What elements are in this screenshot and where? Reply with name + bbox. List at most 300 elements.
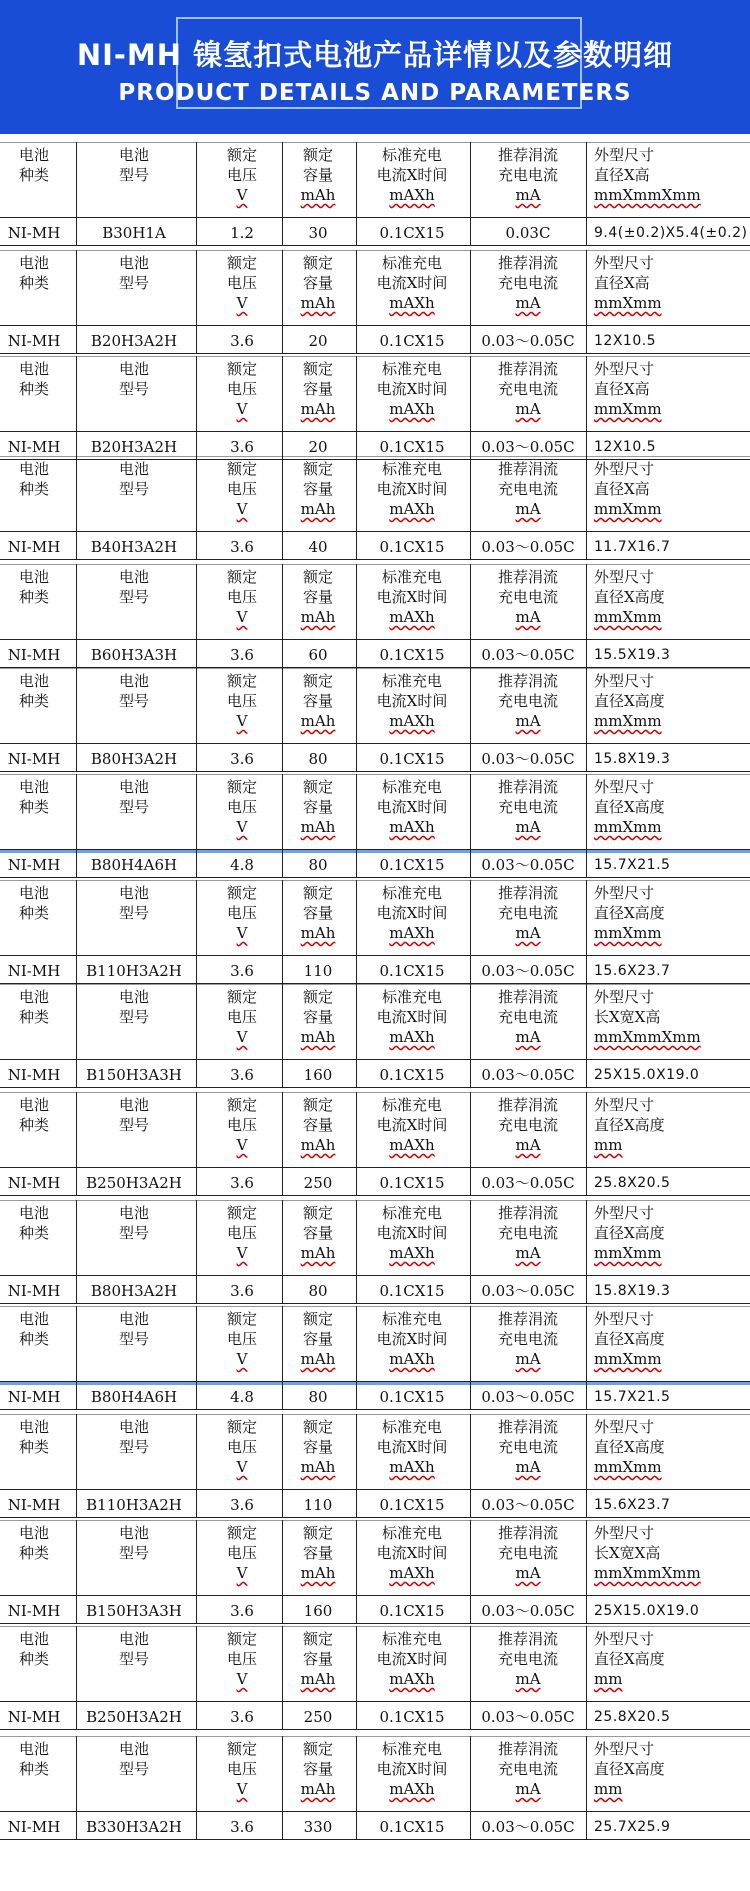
value-model: B30H1A	[102, 224, 166, 242]
column-divider	[356, 1414, 357, 1518]
table-header-rule	[0, 639, 750, 640]
column-divider	[470, 1306, 471, 1410]
header-charge: 电流X时间	[376, 1224, 448, 1242]
header-capacity: 额定	[302, 360, 334, 378]
header-charge: mAXh	[389, 712, 435, 730]
header-type: 电池	[18, 460, 50, 478]
header-capacity: mAh	[300, 1780, 336, 1798]
header-size: 外型尺寸	[594, 1740, 655, 1758]
header-size: mmXmm	[594, 400, 662, 418]
value-trickle: 0.03C	[505, 224, 551, 242]
header-voltage: V	[236, 608, 248, 626]
header-charge: 电流X时间	[376, 1438, 448, 1456]
header-charge: mAXh	[389, 818, 435, 836]
value-type: NI-MH	[7, 538, 61, 556]
header-trickle: 推荐涓流	[497, 1740, 559, 1758]
header-charge: 电流X时间	[376, 166, 448, 184]
value-charge: 0.1CX15	[379, 538, 445, 556]
value-voltage: 3.6	[230, 1282, 254, 1300]
table-header-rule	[0, 217, 750, 218]
column-divider	[282, 1520, 283, 1624]
header-size: 直径X高度	[594, 904, 665, 922]
header-charge: 标准充电	[381, 460, 443, 478]
spec-table	[0, 456, 750, 564]
table-header-rule	[0, 1811, 750, 1812]
header-type: 电池	[18, 1524, 50, 1542]
header-trickle: mA	[515, 294, 541, 312]
header-size: mmXmm	[594, 608, 662, 626]
value-capacity: 110	[303, 1496, 333, 1514]
column-divider	[470, 984, 471, 1088]
header-trickle: 推荐涓流	[497, 360, 559, 378]
header-capacity: 容量	[302, 380, 334, 398]
header-voltage: V	[236, 400, 248, 418]
header-voltage: 额定	[226, 1630, 258, 1648]
column-divider	[356, 1626, 357, 1730]
table-header-rule	[0, 1059, 750, 1060]
value-trickle: 0.03～0.05C	[481, 1388, 575, 1406]
header-type: 种类	[18, 1008, 50, 1026]
header-model: 电池	[118, 884, 150, 902]
value-capacity: 20	[308, 332, 328, 350]
column-divider	[76, 984, 77, 1088]
header-trickle: 推荐涓流	[497, 1524, 559, 1542]
column-divider	[196, 142, 197, 246]
table-bottom-rule	[0, 1087, 750, 1088]
column-divider	[356, 564, 357, 668]
header-capacity: 容量	[302, 1760, 334, 1778]
header-capacity: 容量	[302, 274, 334, 292]
header-size: 外型尺寸	[594, 884, 655, 902]
value-size: 12X10.5	[594, 333, 657, 349]
header-charge: 标准充电	[381, 778, 443, 796]
header-model: 电池	[118, 1740, 150, 1758]
header-trickle: 推荐涓流	[497, 568, 559, 586]
header-type: 电池	[18, 254, 50, 272]
value-voltage: 3.6	[230, 1174, 254, 1192]
header-trickle: 充电电流	[497, 904, 559, 922]
column-divider	[76, 668, 77, 772]
header-type: 电池	[18, 1630, 50, 1648]
value-size: 25.8X20.5	[594, 1175, 671, 1191]
column-divider	[282, 1736, 283, 1840]
header-charge: 标准充电	[381, 146, 443, 164]
header-voltage: 额定	[226, 988, 258, 1006]
value-model: B150H3A3H	[86, 1066, 182, 1084]
header-type: 种类	[18, 692, 50, 710]
header-charge: 电流X时间	[376, 1650, 448, 1668]
header-voltage: 电压	[226, 904, 258, 922]
column-divider	[586, 1200, 587, 1304]
value-model: B110H3A2H	[86, 962, 182, 980]
header-type: 种类	[18, 1330, 50, 1348]
header-capacity: 额定	[302, 146, 334, 164]
header-model: 电池	[118, 778, 150, 796]
header-charge: 标准充电	[381, 1630, 443, 1648]
header-capacity: 额定	[302, 254, 334, 272]
header-charge: 标准充电	[381, 1524, 443, 1542]
header-model: 型号	[118, 1330, 150, 1348]
column-divider	[470, 1736, 471, 1840]
table-bottom-rule	[0, 1409, 750, 1410]
header-capacity: mAh	[300, 1244, 336, 1262]
header-voltage: 额定	[226, 146, 258, 164]
header-voltage: V	[236, 1458, 248, 1476]
spec-table	[0, 142, 750, 250]
header-trickle: 推荐涓流	[497, 254, 559, 272]
header-model: 电池	[118, 360, 150, 378]
header-trickle: 充电电流	[497, 692, 559, 710]
table-bottom-rule	[0, 1303, 750, 1304]
header-charge: mAXh	[389, 1244, 435, 1262]
value-capacity: 80	[308, 1388, 328, 1406]
header-capacity: 额定	[302, 460, 334, 478]
header-charge: mAXh	[389, 1136, 435, 1154]
column-divider	[282, 880, 283, 984]
column-divider	[586, 1736, 587, 1840]
value-model: B330H3A2H	[86, 1818, 182, 1836]
header-trickle: 推荐涓流	[497, 1418, 559, 1436]
header-size: mmXmm	[594, 818, 662, 836]
header-model: 电池	[118, 1096, 150, 1114]
column-divider	[76, 1200, 77, 1304]
column-divider	[196, 1736, 197, 1840]
table-top-rule	[0, 142, 750, 143]
value-type: NI-MH	[7, 750, 61, 768]
table-top-rule	[0, 668, 750, 669]
value-model: B80H4A6H	[90, 856, 178, 874]
header-voltage: 额定	[226, 568, 258, 586]
header-model: 型号	[118, 1650, 150, 1668]
spec-table	[0, 668, 750, 776]
header-capacity: mAh	[300, 1564, 336, 1582]
value-type: NI-MH	[7, 646, 61, 664]
header-capacity: mAh	[300, 1028, 336, 1046]
value-trickle: 0.03～0.05C	[481, 1818, 575, 1836]
header-size: 外型尺寸	[594, 146, 655, 164]
value-voltage: 4.8	[230, 1388, 254, 1406]
column-divider	[196, 880, 197, 984]
value-size: 15.6X23.7	[594, 963, 671, 979]
value-capacity: 160	[303, 1602, 333, 1620]
header-voltage: 额定	[226, 1740, 258, 1758]
header-model: 型号	[118, 1438, 150, 1456]
banner-title-cn: NI-MH 镍氢扣式电池产品详情以及参数明细	[76, 38, 674, 72]
header-model: 电池	[118, 1630, 150, 1648]
header-voltage: 电压	[226, 274, 258, 292]
header-model: 电池	[118, 1524, 150, 1542]
value-model: B60H3A3H	[90, 646, 178, 664]
header-charge: 标准充电	[381, 1740, 443, 1758]
header-trickle: mA	[515, 1028, 541, 1046]
value-charge: 0.1CX15	[379, 962, 445, 980]
column-divider	[196, 356, 197, 460]
table-bottom-rule	[0, 771, 750, 772]
value-model: B150H3A3H	[86, 1602, 182, 1620]
header-type: 电池	[18, 884, 50, 902]
header-charge: mAXh	[389, 1780, 435, 1798]
header-charge: 标准充电	[381, 360, 443, 378]
header-charge: 电流X时间	[376, 904, 448, 922]
column-divider	[282, 456, 283, 560]
header-trickle: 充电电流	[497, 166, 559, 184]
column-divider	[470, 1626, 471, 1730]
column-divider	[76, 1520, 77, 1624]
header-trickle: mA	[515, 1670, 541, 1688]
value-voltage: 3.6	[230, 1066, 254, 1084]
header-trickle: 推荐涓流	[497, 146, 559, 164]
value-size: 11.7X16.7	[594, 539, 671, 555]
header-size: 外型尺寸	[594, 1096, 655, 1114]
column-divider	[586, 1306, 587, 1410]
column-divider	[470, 250, 471, 354]
header-capacity: 容量	[302, 480, 334, 498]
table-top-rule	[0, 1306, 750, 1307]
header-trickle: 充电电流	[497, 588, 559, 606]
table-header-rule	[0, 1489, 750, 1490]
header-capacity: 额定	[302, 672, 334, 690]
header-capacity: 容量	[302, 1438, 334, 1456]
spec-table	[0, 1626, 750, 1734]
column-divider	[470, 1092, 471, 1196]
table-top-rule	[0, 774, 750, 775]
column-divider	[586, 880, 587, 984]
value-size: 25.8X20.5	[594, 1709, 671, 1725]
table-header-rule	[0, 325, 750, 326]
header-size: mmXmm	[594, 712, 662, 730]
column-divider	[196, 1306, 197, 1410]
column-divider	[470, 356, 471, 460]
header-model: 电池	[118, 988, 150, 1006]
table-bottom-rule	[0, 1729, 750, 1730]
header-size: 外型尺寸	[594, 778, 655, 796]
header-size: 直径X高	[594, 274, 650, 292]
header-size: mmXmmXmm	[594, 1028, 701, 1046]
value-trickle: 0.03～0.05C	[481, 1174, 575, 1192]
header-voltage: 额定	[226, 778, 258, 796]
column-divider	[196, 774, 197, 878]
header-model: 型号	[118, 380, 150, 398]
column-divider	[282, 984, 283, 1088]
column-divider	[586, 668, 587, 772]
value-size: 12X10.5	[594, 439, 657, 455]
header-size: 直径X高度	[594, 588, 665, 606]
value-type: NI-MH	[7, 962, 61, 980]
spec-table	[0, 1092, 750, 1200]
value-charge: 0.1CX15	[379, 1708, 445, 1726]
header-size: 直径X高度	[594, 1760, 665, 1778]
header-type: 种类	[18, 274, 50, 292]
header-type: 种类	[18, 1544, 50, 1562]
value-charge: 0.1CX15	[379, 332, 445, 350]
header-charge: mAXh	[389, 400, 435, 418]
header-charge: 标准充电	[381, 254, 443, 272]
header-voltage: 电压	[226, 1330, 258, 1348]
header-voltage: 额定	[226, 672, 258, 690]
value-capacity: 80	[308, 750, 328, 768]
header-charge: mAXh	[389, 1458, 435, 1476]
header-size: 外型尺寸	[594, 988, 655, 1006]
header-trickle: 推荐涓流	[497, 460, 559, 478]
header-trickle: mA	[515, 1136, 541, 1154]
value-type: NI-MH	[7, 1388, 61, 1406]
header-size: 直径X高度	[594, 1330, 665, 1348]
header-voltage: 电压	[226, 1224, 258, 1242]
spec-table	[0, 1414, 750, 1522]
table-top-rule	[0, 984, 750, 985]
header-size: 直径X高度	[594, 798, 665, 816]
blue-rule	[0, 1382, 750, 1385]
header-charge: 电流X时间	[376, 1116, 448, 1134]
value-capacity: 80	[308, 1282, 328, 1300]
value-model: B80H3A2H	[90, 750, 178, 768]
header-voltage: 电压	[226, 1650, 258, 1668]
header-type: 电池	[18, 1204, 50, 1222]
header-charge: 标准充电	[381, 884, 443, 902]
header-capacity: 额定	[302, 1524, 334, 1542]
header-size: 直径X高	[594, 166, 650, 184]
value-capacity: 330	[303, 1818, 333, 1836]
column-divider	[356, 456, 357, 560]
table-bottom-rule	[0, 353, 750, 354]
value-type: NI-MH	[7, 1066, 61, 1084]
header-capacity: mAh	[300, 500, 336, 518]
column-divider	[76, 774, 77, 878]
header-charge: 电流X时间	[376, 692, 448, 710]
header-trickle: 推荐涓流	[497, 1310, 559, 1328]
header-voltage: V	[236, 1028, 248, 1046]
table-top-rule	[0, 1520, 750, 1521]
header-type: 电池	[18, 1740, 50, 1758]
value-type: NI-MH	[7, 1818, 61, 1836]
value-capacity: 250	[303, 1708, 333, 1726]
value-model: B110H3A2H	[86, 1496, 182, 1514]
header-charge: 电流X时间	[376, 380, 448, 398]
column-divider	[196, 1520, 197, 1624]
header-charge: 电流X时间	[376, 1760, 448, 1778]
header-size: 直径X高	[594, 380, 650, 398]
header-trickle: 推荐涓流	[497, 1630, 559, 1648]
header-model: 电池	[118, 672, 150, 690]
header-voltage: 额定	[226, 1524, 258, 1542]
column-divider	[76, 1092, 77, 1196]
header-charge: mAXh	[389, 1564, 435, 1582]
column-divider	[282, 1306, 283, 1410]
value-trickle: 0.03～0.05C	[481, 856, 575, 874]
header-size: 外型尺寸	[594, 1204, 655, 1222]
header-type: 种类	[18, 166, 50, 184]
header-voltage: 电压	[226, 1116, 258, 1134]
header-model: 型号	[118, 904, 150, 922]
header-charge: mAXh	[389, 1028, 435, 1046]
header-trickle: 充电电流	[497, 1760, 559, 1778]
column-divider	[76, 1736, 77, 1840]
header-capacity: mAh	[300, 1458, 336, 1476]
table-top-rule	[0, 880, 750, 881]
column-divider	[586, 356, 587, 460]
header-model: 型号	[118, 588, 150, 606]
header-type: 电池	[18, 1096, 50, 1114]
column-divider	[586, 1520, 587, 1624]
header-trickle: 充电电流	[497, 1008, 559, 1026]
header-size: 外型尺寸	[594, 1310, 655, 1328]
value-size: 25X15.0X19.0	[594, 1067, 700, 1083]
value-charge: 0.1CX15	[379, 1496, 445, 1514]
header-capacity: mAh	[300, 818, 336, 836]
column-divider	[470, 880, 471, 984]
header-voltage: 额定	[226, 1096, 258, 1114]
header-trickle: 充电电流	[497, 1330, 559, 1348]
header-voltage: 电压	[226, 1544, 258, 1562]
header-capacity: 容量	[302, 1008, 334, 1026]
header-trickle: 充电电流	[497, 480, 559, 498]
column-divider	[282, 774, 283, 878]
header-trickle: mA	[515, 924, 541, 942]
column-divider	[356, 880, 357, 984]
value-charge: 0.1CX15	[379, 1818, 445, 1836]
value-model: B250H3A2H	[86, 1174, 182, 1192]
header-type: 电池	[18, 360, 50, 378]
header-voltage: V	[236, 1136, 248, 1154]
header-model: 电池	[118, 254, 150, 272]
header-size: 长X宽X高	[594, 1008, 661, 1026]
column-divider	[470, 456, 471, 560]
value-capacity: 110	[303, 962, 333, 980]
table-header-rule	[0, 431, 750, 432]
header-charge: 标准充电	[381, 1204, 443, 1222]
column-divider	[76, 356, 77, 460]
table-bottom-rule	[0, 559, 750, 560]
spec-table	[0, 984, 750, 1092]
header-model: 电池	[118, 1310, 150, 1328]
spec-table	[0, 250, 750, 358]
header-type: 种类	[18, 1760, 50, 1778]
table-bottom-rule	[0, 1517, 750, 1518]
table-header-rule	[0, 1275, 750, 1276]
header-model: 型号	[118, 480, 150, 498]
header-trickle: 推荐涓流	[497, 1204, 559, 1222]
header-charge: mAXh	[389, 186, 435, 204]
header-charge: mAXh	[389, 500, 435, 518]
header-size: 外型尺寸	[594, 254, 655, 272]
header-size: 外型尺寸	[594, 672, 655, 690]
header-size: mmXmm	[594, 500, 662, 518]
header-size: mmXmm	[594, 1458, 662, 1476]
header-trickle: 推荐涓流	[497, 1096, 559, 1114]
header-trickle: mA	[515, 1350, 541, 1368]
spec-table	[0, 564, 750, 672]
table-header-rule	[0, 743, 750, 744]
header-voltage: 额定	[226, 1204, 258, 1222]
header-type: 种类	[18, 1224, 50, 1242]
header-type: 电池	[18, 672, 50, 690]
header-voltage: V	[236, 500, 248, 518]
header-size: 外型尺寸	[594, 460, 655, 478]
header-voltage: 额定	[226, 360, 258, 378]
table-bottom-rule	[0, 1623, 750, 1624]
value-trickle: 0.03～0.05C	[481, 1066, 575, 1084]
header-voltage: 额定	[226, 254, 258, 272]
column-divider	[356, 774, 357, 878]
header-trickle: 充电电流	[497, 380, 559, 398]
column-divider	[356, 1520, 357, 1624]
value-trickle: 0.03～0.05C	[481, 962, 575, 980]
header-capacity: mAh	[300, 924, 336, 942]
value-voltage: 3.6	[230, 750, 254, 768]
header-charge: mAXh	[389, 1670, 435, 1688]
header-charge: 电流X时间	[376, 480, 448, 498]
header-type: 电池	[18, 146, 50, 164]
